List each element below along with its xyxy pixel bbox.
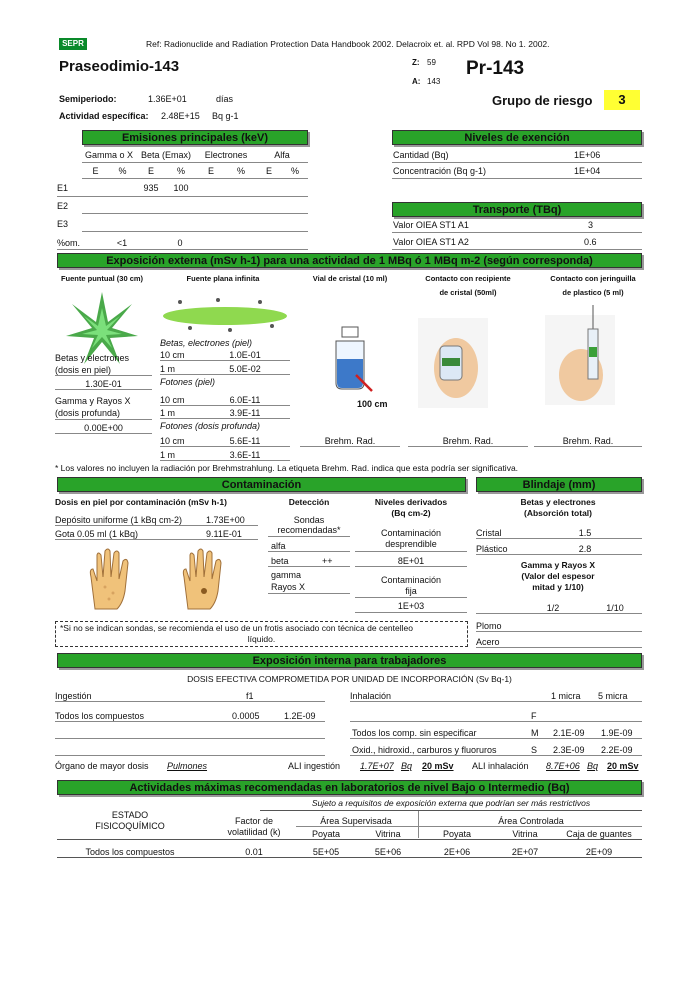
vial-icon bbox=[330, 325, 380, 395]
emissions-row-om: %om. bbox=[57, 238, 81, 248]
emissions-h2-p4: % bbox=[290, 166, 299, 176]
exemption-concentration-value: 1E+04 bbox=[574, 166, 601, 176]
ali-ingestion-label: ALI ingestión bbox=[288, 761, 341, 771]
emissions-row-e1: E1 bbox=[57, 183, 69, 193]
activities-row-k: 0.01 bbox=[245, 847, 263, 857]
ingestion-header: Ingestión bbox=[55, 691, 92, 701]
transport-title: Transporte (TBq) bbox=[392, 202, 642, 217]
uniform-deposit-value: 1.73E+00 bbox=[206, 515, 245, 525]
half-life-label: Semiperiodo: bbox=[59, 94, 117, 104]
emissions-h2-e3: E bbox=[207, 166, 214, 176]
shield-glass-label: Cristal bbox=[476, 528, 502, 538]
controlled-bench-header: Poyata bbox=[442, 829, 472, 839]
transport-a2-value: 0.6 bbox=[584, 237, 597, 247]
a-label: A: bbox=[412, 77, 421, 86]
ingestion-row-label: Todos los compuestos bbox=[55, 711, 145, 721]
shield-tenth-header: 1/10 bbox=[606, 603, 624, 613]
volatility-header-1: Factor de bbox=[234, 816, 274, 826]
vial-brehm: Brehm. Rad. bbox=[324, 436, 376, 446]
col-infinite-plane: Fuente plana infinita bbox=[186, 274, 260, 283]
point-betas-value: 1.30E-01 bbox=[85, 379, 122, 389]
a-value: 143 bbox=[427, 77, 441, 86]
internal-exposure-title: Exposición interna para trabajadores bbox=[57, 653, 642, 668]
exemption-quantity-label: Cantidad (Bq) bbox=[393, 150, 449, 160]
probes-label-1: Sondas bbox=[293, 515, 325, 525]
infinite-plane-icon bbox=[160, 296, 290, 336]
brehm-note: * Los valores no incluyen la radiación por Brehmstrahlung. La etiqueta Brehm. Rad. indica que esta podría ser significativa. bbox=[55, 463, 519, 473]
max-activities-subtitle: Sujeto a requisitos de exposición externa que podrían ser más restrictivos bbox=[311, 798, 591, 808]
inhalation-row-m-5micron: 1.9E-09 bbox=[601, 728, 633, 738]
plane-photons-1m: 1 m bbox=[160, 408, 176, 418]
reference: Ref: Radionuclide and Radiation Protection Data Handbook 2002. Delacroix et. al. RPD Vol 98. No 1. 2002. bbox=[146, 39, 550, 49]
ali-ingestion-unit: Bq bbox=[401, 761, 413, 771]
exemption-concentration-label: Concentración (Bq g-1) bbox=[393, 166, 487, 176]
plane-betas-10cm: 10 cm bbox=[160, 350, 185, 360]
shield-plastic-value: 2.8 bbox=[578, 544, 592, 554]
risk-group-label: Grupo de riesgo bbox=[492, 93, 593, 108]
col-container-a: Contacto con recipiente bbox=[425, 274, 511, 283]
fixed-label-2: fija bbox=[405, 586, 417, 596]
vial-distance: 100 cm bbox=[357, 399, 388, 409]
col-container-b: de cristal (50ml) bbox=[439, 288, 497, 297]
plane-betas-header: Betas, electrones (piel) bbox=[160, 338, 253, 348]
syringe-brehm: Brehm. Rad. bbox=[562, 436, 614, 446]
emissions-h2-e2: E bbox=[147, 166, 154, 176]
emissions-h2-p3: % bbox=[236, 166, 245, 176]
drop-label: Gota 0.05 ml (1 kBq) bbox=[55, 529, 139, 539]
shield-glass-value: 1.5 bbox=[578, 528, 592, 538]
uniform-deposit-label: Depósito uniforme (1 kBq cm-2) bbox=[55, 515, 183, 525]
probe-alfa: alfa bbox=[271, 541, 286, 551]
activity-label: Actividad específica: bbox=[59, 111, 149, 121]
shield-plastic-label: Plástico bbox=[476, 544, 508, 554]
supervised-area-header: Área Supervisada bbox=[320, 816, 392, 826]
shield-gamma-title: Gamma y Rayos X bbox=[520, 560, 596, 570]
half-life-unit: días bbox=[216, 94, 234, 104]
probes-label-2: recomendadas* bbox=[277, 525, 341, 535]
plane-photons-10cm-value: 6.0E-11 bbox=[229, 395, 261, 405]
z-value: 59 bbox=[427, 58, 436, 67]
activities-sup-hood: 5E+06 bbox=[374, 847, 402, 857]
inhalation-row-m-class: M bbox=[531, 728, 539, 738]
shield-lead-label: Plomo bbox=[476, 621, 502, 631]
skin-dose-title: Dosis en piel por contaminación (mSv h-1) bbox=[55, 497, 227, 507]
controlled-area-header: Área Controlada bbox=[498, 816, 564, 826]
col-vial: Vial de cristal (10 ml) bbox=[312, 274, 388, 283]
controlled-glovebox-header: Caja de guantes bbox=[566, 829, 632, 839]
shielding-title: Blindaje (mm) bbox=[476, 477, 642, 492]
supervised-bench-header: Poyata bbox=[311, 829, 341, 839]
shield-betas-sub: (Absorción total) bbox=[524, 508, 592, 518]
inhalation-row-s-1micron: 2.3E-09 bbox=[553, 745, 585, 755]
plane-deep-10cm-value: 5.6E-11 bbox=[229, 436, 261, 446]
risk-group-value: 3 bbox=[604, 90, 640, 110]
external-exposure-title: Exposición externa (mSv h-1) para una actividad de 1 MBq ó 1 MBq m-2 (según corresponda) bbox=[57, 253, 642, 268]
supervised-hood-header: Vitrina bbox=[375, 829, 401, 839]
col-syringe-b: de plastico (5 ml) bbox=[562, 288, 624, 297]
hand-drop-icon bbox=[176, 547, 236, 613]
ingestion-f1-header: f1 bbox=[246, 691, 254, 701]
emissions-h-alfa: Alfa bbox=[274, 150, 290, 160]
activities-ctrl-glovebox: 2E+09 bbox=[585, 847, 613, 857]
drop-value: 9.11E-01 bbox=[206, 529, 242, 539]
probe-beta: beta bbox=[271, 556, 289, 566]
ali-inhalation-dose: 20 mSv bbox=[607, 761, 639, 771]
internal-subtitle: DOSIS EFECTIVA COMPROMETIDA POR UNIDAD DE INCORPORACIÓN (Sv Bq-1) bbox=[187, 674, 512, 684]
activity-value: 2.48E+15 bbox=[161, 111, 200, 121]
emissions-row-e3: E3 bbox=[57, 219, 69, 229]
point-betas-sub: (dosis en piel) bbox=[55, 365, 112, 375]
removable-label-2: desprendible bbox=[385, 539, 437, 549]
z-label: Z: bbox=[412, 58, 420, 67]
e1-beta-percent: 100 bbox=[173, 183, 189, 193]
plane-deep-10cm: 10 cm bbox=[160, 436, 185, 446]
point-betas-label: Betas y electrones bbox=[55, 353, 130, 363]
probe-xray: Rayos X bbox=[271, 582, 306, 592]
fixed-label-1: Contaminación bbox=[380, 575, 442, 585]
om-gamma: <1 bbox=[116, 238, 128, 248]
probes-note-1: *Si no se indican sondas, se recomienda el uso de un frotis asociado con técnica de centelleo bbox=[60, 623, 413, 633]
ali-inhalation-unit: Bq bbox=[587, 761, 599, 771]
container-hand-icon bbox=[418, 318, 488, 408]
inhalation-5micron-header: 5 micra bbox=[598, 691, 628, 701]
transport-a1-label: Valor OIEA ST1 A1 bbox=[393, 220, 469, 230]
state-header-2: FISICOQUÍMICO bbox=[95, 821, 165, 831]
activities-ctrl-hood: 2E+07 bbox=[511, 847, 539, 857]
col-syringe-a: Contacto con jeringuilla bbox=[550, 274, 636, 283]
inhalation-row-s-class: S bbox=[531, 745, 538, 755]
half-life-value: 1.36E+01 bbox=[148, 94, 187, 104]
volatility-header-2: volatilidad (k) bbox=[227, 827, 281, 837]
derived-levels-unit: (Bq cm-2) bbox=[391, 508, 431, 518]
hand-uniform-icon bbox=[83, 547, 143, 613]
derived-levels-title: Niveles derivados bbox=[374, 497, 448, 507]
inhalation-row-s-label: Oxid., hidroxid., carburos y fluoruros bbox=[352, 745, 497, 755]
ali-inhalation-label: ALI inhalación bbox=[472, 761, 529, 771]
ali-inhalation-value: 8.7E+06 bbox=[546, 761, 580, 771]
controlled-hood-header: Vitrina bbox=[512, 829, 538, 839]
emissions-h2-e1: E bbox=[92, 166, 99, 176]
plane-photons-header: Fotones (piel) bbox=[160, 377, 216, 387]
fixed-value: 1E+03 bbox=[397, 601, 425, 611]
state-header-1: ESTADO bbox=[111, 810, 149, 820]
contamination-title: Contaminación bbox=[57, 477, 466, 492]
removable-label-1: Contaminación bbox=[380, 528, 442, 538]
shield-gamma-sub-2: mitad y 1/10) bbox=[532, 582, 584, 592]
removable-value: 8E+01 bbox=[397, 556, 425, 566]
probe-gamma: gamma bbox=[271, 570, 302, 580]
exemption-quantity-value: 1E+06 bbox=[574, 150, 601, 160]
transport-a2-label: Valor OIEA ST1 A2 bbox=[393, 237, 469, 247]
emissions-h2-p2: % bbox=[176, 166, 185, 176]
inhalation-1micron-header: 1 micra bbox=[551, 691, 581, 701]
container-brehm: Brehm. Rad. bbox=[442, 436, 494, 446]
emissions-h-electrons: Electrones bbox=[204, 150, 248, 160]
plane-deep-1m-value: 3.6E-11 bbox=[229, 450, 261, 460]
point-gamma-value: 0.00E+00 bbox=[84, 423, 123, 433]
emissions-h2-e4: E bbox=[265, 166, 272, 176]
inhalation-row-m-1micron: 2.1E-09 bbox=[553, 728, 585, 738]
om-beta: 0 bbox=[177, 238, 183, 248]
inhalation-row-f: F bbox=[531, 711, 537, 721]
ali-ingestion-dose: 20 mSv bbox=[422, 761, 454, 771]
plane-deep-header: Fotones (dosis profunda) bbox=[160, 421, 261, 431]
emissions-title: Emisiones principales (keV) bbox=[82, 130, 308, 145]
plane-photons-10cm: 10 cm bbox=[160, 395, 185, 405]
emissions-h-beta: Beta (Emax) bbox=[140, 150, 191, 160]
probe-beta-value: ++ bbox=[322, 556, 333, 566]
ali-ingestion-value: 1.7E+07 bbox=[360, 761, 394, 771]
activities-ctrl-bench: 2E+06 bbox=[443, 847, 471, 857]
e1-beta-energy: 935 bbox=[143, 183, 159, 193]
syringe-hand-icon bbox=[545, 305, 615, 405]
point-gamma-sub: (dosis profunda) bbox=[55, 408, 121, 418]
sepr-logo: SEPR bbox=[59, 38, 87, 50]
activity-unit: Bq g-1 bbox=[212, 111, 239, 121]
ingestion-row-value: 1.2E-09 bbox=[284, 711, 316, 721]
detection-title: Detección bbox=[288, 497, 330, 507]
point-gamma-label: Gamma y Rayos X bbox=[55, 396, 131, 406]
critical-organ-value: Pulmones bbox=[167, 761, 208, 771]
col-point-source: Fuente puntual (30 cm) bbox=[60, 274, 144, 283]
shield-gamma-sub-1: (Valor del espesor bbox=[521, 571, 595, 581]
nuclide-name: Praseodimio-143 bbox=[59, 58, 180, 75]
inhalation-header: Inhalación bbox=[350, 691, 392, 701]
plane-deep-1m: 1 m bbox=[160, 450, 176, 460]
plane-betas-10cm-value: 1.0E-01 bbox=[229, 350, 261, 360]
emissions-row-e2: E2 bbox=[57, 201, 69, 211]
max-activities-title: Actividades máximas recomendadas en laboratorios de nivel Bajo o Intermedio (Bq) bbox=[57, 780, 642, 795]
shield-half-header: 1/2 bbox=[546, 603, 560, 613]
activities-row-label: Todos los compuestos bbox=[85, 847, 175, 857]
plane-betas-1m: 1 m bbox=[160, 364, 176, 374]
inhalation-row-s-5micron: 2.2E-09 bbox=[601, 745, 633, 755]
transport-a1-value: 3 bbox=[588, 220, 594, 230]
shield-betas-title: Betas y electrones bbox=[520, 497, 596, 507]
emissions-h-gamma: Gamma o X bbox=[84, 150, 133, 160]
critical-organ-label: Órgano de mayor dosis bbox=[55, 761, 149, 771]
inhalation-row-m-label: Todos los comp. sin especificar bbox=[352, 728, 477, 738]
probes-note-2: líquido. bbox=[247, 634, 276, 644]
exemption-title: Niveles de exención bbox=[392, 130, 642, 145]
plane-photons-1m-value: 3.9E-11 bbox=[229, 408, 261, 418]
ingestion-row-f1: 0.0005 bbox=[232, 711, 260, 721]
nuclide-symbol: Pr-143 bbox=[466, 58, 525, 79]
shield-steel-label: Acero bbox=[476, 637, 500, 647]
emissions-h2-p1: % bbox=[118, 166, 127, 176]
plane-betas-1m-value: 5.0E-02 bbox=[229, 364, 261, 374]
activities-sup-bench: 5E+05 bbox=[312, 847, 340, 857]
